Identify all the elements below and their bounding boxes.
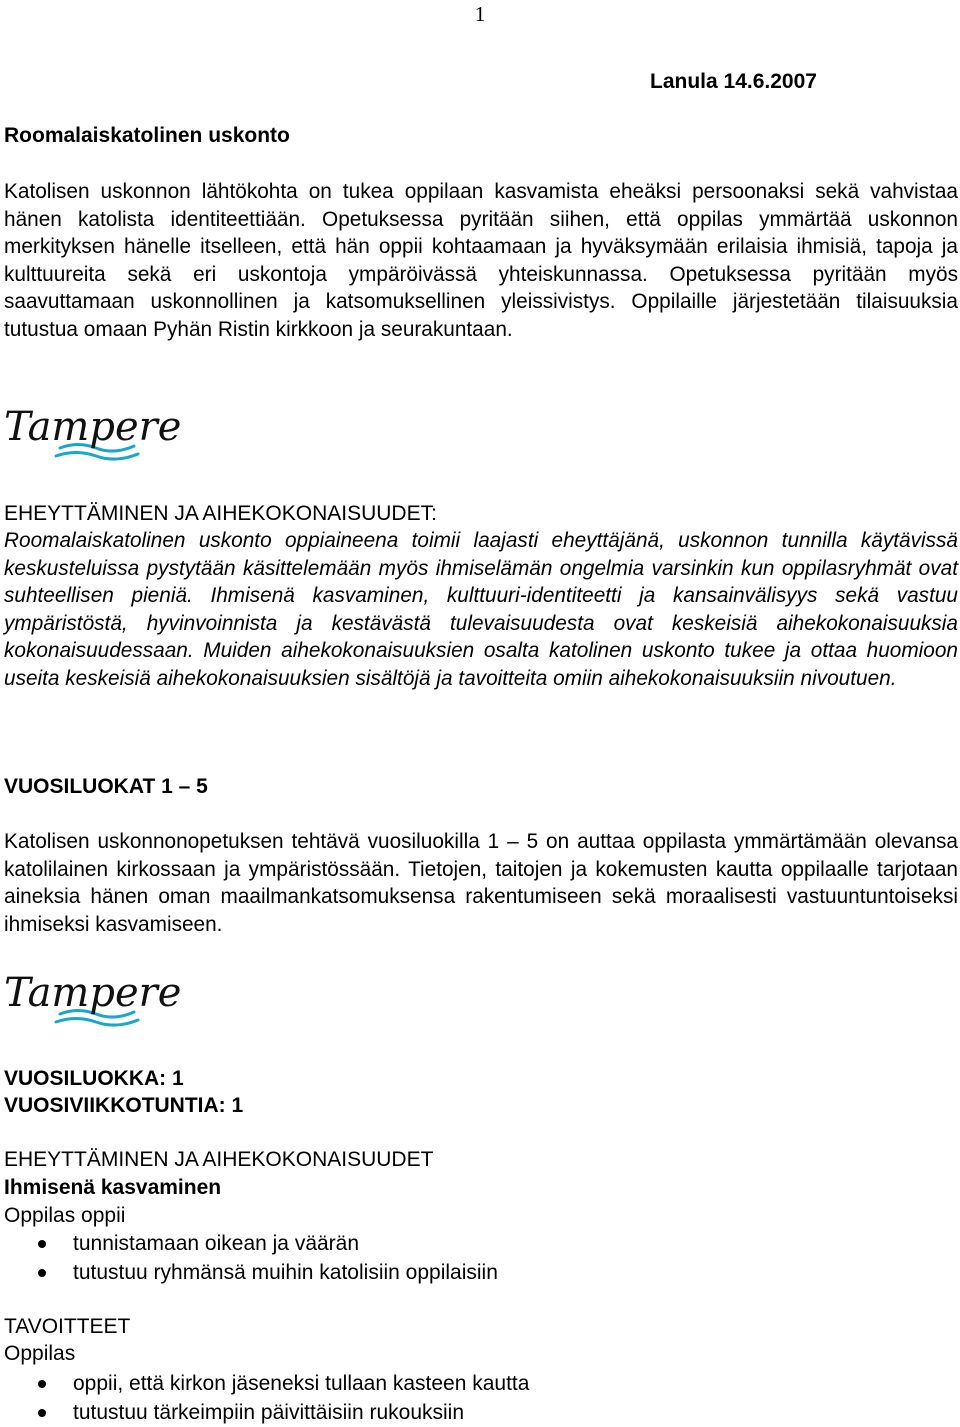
integration-text: Roomalaiskatolinen uskonto oppiaineena toimii laajasti eheyttäjänä, uskonnon tunnilla käytävissä keskusteluissa pystytään käsittelemään myös ihmiselämän ongelmia varsinkin kun oppilasryhmät ovat suhteellisen pieniä. Ihmisenä kasvaminen, kulttuuri-identiteetti ja kansainvälisyys sekä vastuu ympäristöstä, hyvinvoinnista ja kestävästä tulevaisuudesta ovat keskeisiä aihekokonaisuuksia kokonaisuudessaan. Muiden aihekokonaisuuksien osalta katolinen uskonto tukee ja ottaa huomioon useita keskeisiä aihekokonaisuuksien sisältöjä ja tavoitteita omiin aihekokonaisuuksiin nivoutuen.	[4, 529, 958, 690]
document-title: Roomalaiskatolinen uskonto	[4, 124, 290, 147]
integration-heading: EHEYTTÄMINEN JA AIHEKOKONAISUUDET:	[4, 502, 437, 525]
grade-label: VUOSILUOKKA: 1	[4, 1067, 184, 1090]
section2-heading: EHEYTTÄMINEN JA AIHEKOKONAISUUDET	[4, 1148, 434, 1171]
tampere-logo	[2, 396, 182, 472]
header-date: Lanula 14.6.2007	[650, 70, 817, 93]
grades-heading: VUOSILUOKAT 1 – 5	[4, 775, 208, 798]
grades-text: Katolisen uskonnonopetuksen tehtävä vuosiluokilla 1 – 5 on auttaa oppilasta ymmärtämään olevansa katolilainen kirkossaan ja ympäristössään. Tietojen, taitojen ja kokemusten kautta oppilaalle tarjotaan aineksia hänen oman maailmankatsomuksensa rakentumiseen sekä moraalisesti vastuuntuntoiseksi ihmiseksi kasvamiseen.	[4, 830, 958, 936]
list-item: tunnistamaan oikean ja väärän	[0, 1229, 498, 1258]
section2-list	[0, 1229, 498, 1287]
intro-paragraph: Katolisen uskonnon lähtökohta on tukea oppilaan kasvamista eheäksi persoonaksi sekä vahvistaa hänen katolista identiteettiään. Opetuksessa pyritään siihen, että oppilas ymmärtää uskonnon merkityksen hänelle itselleen, että hän oppii kohtaamaan ja hyväksymään erilaisia ihmisiä, tapoja ja kulttuureita sekä eri uskontoja ympäröivässä yhteiskunnassa. Opetuksessa pyritään myös saavuttamaan uskonnollinen ja katsomuksellinen yleissivistys. Oppilaille järjestetään tilaisuuksia tutustua omaan Pyhän Ristin kirkkoon ja seurakuntaan.	[4, 180, 958, 341]
list-item: oppii, että kirkon jäseneksi tullaan kasteen kautta	[0, 1369, 529, 1398]
goals-list	[0, 1369, 529, 1427]
goals-intro: Oppilas	[4, 1342, 76, 1365]
tampere-logo-text: Tampere	[4, 404, 182, 450]
weekly-hours-label: VUOSIVIIKKOTUNTIA: 1	[4, 1094, 244, 1117]
section2-subheading: Ihmisenä kasvaminen	[4, 1176, 222, 1199]
section2-intro: Oppilas oppii	[4, 1204, 126, 1227]
tampere-logo-2-text: Tampere	[4, 970, 182, 1016]
page-number: 1	[474, 2, 486, 26]
list-item: tutustuu tärkeimpiin päivittäisiin rukouksiin	[0, 1398, 529, 1427]
tampere-logo-2	[2, 962, 182, 1038]
list-item: tutustuu ryhmänsä muihin katolisiin oppilaisiin	[0, 1258, 498, 1287]
goals-heading: TAVOITTEET	[4, 1315, 131, 1338]
